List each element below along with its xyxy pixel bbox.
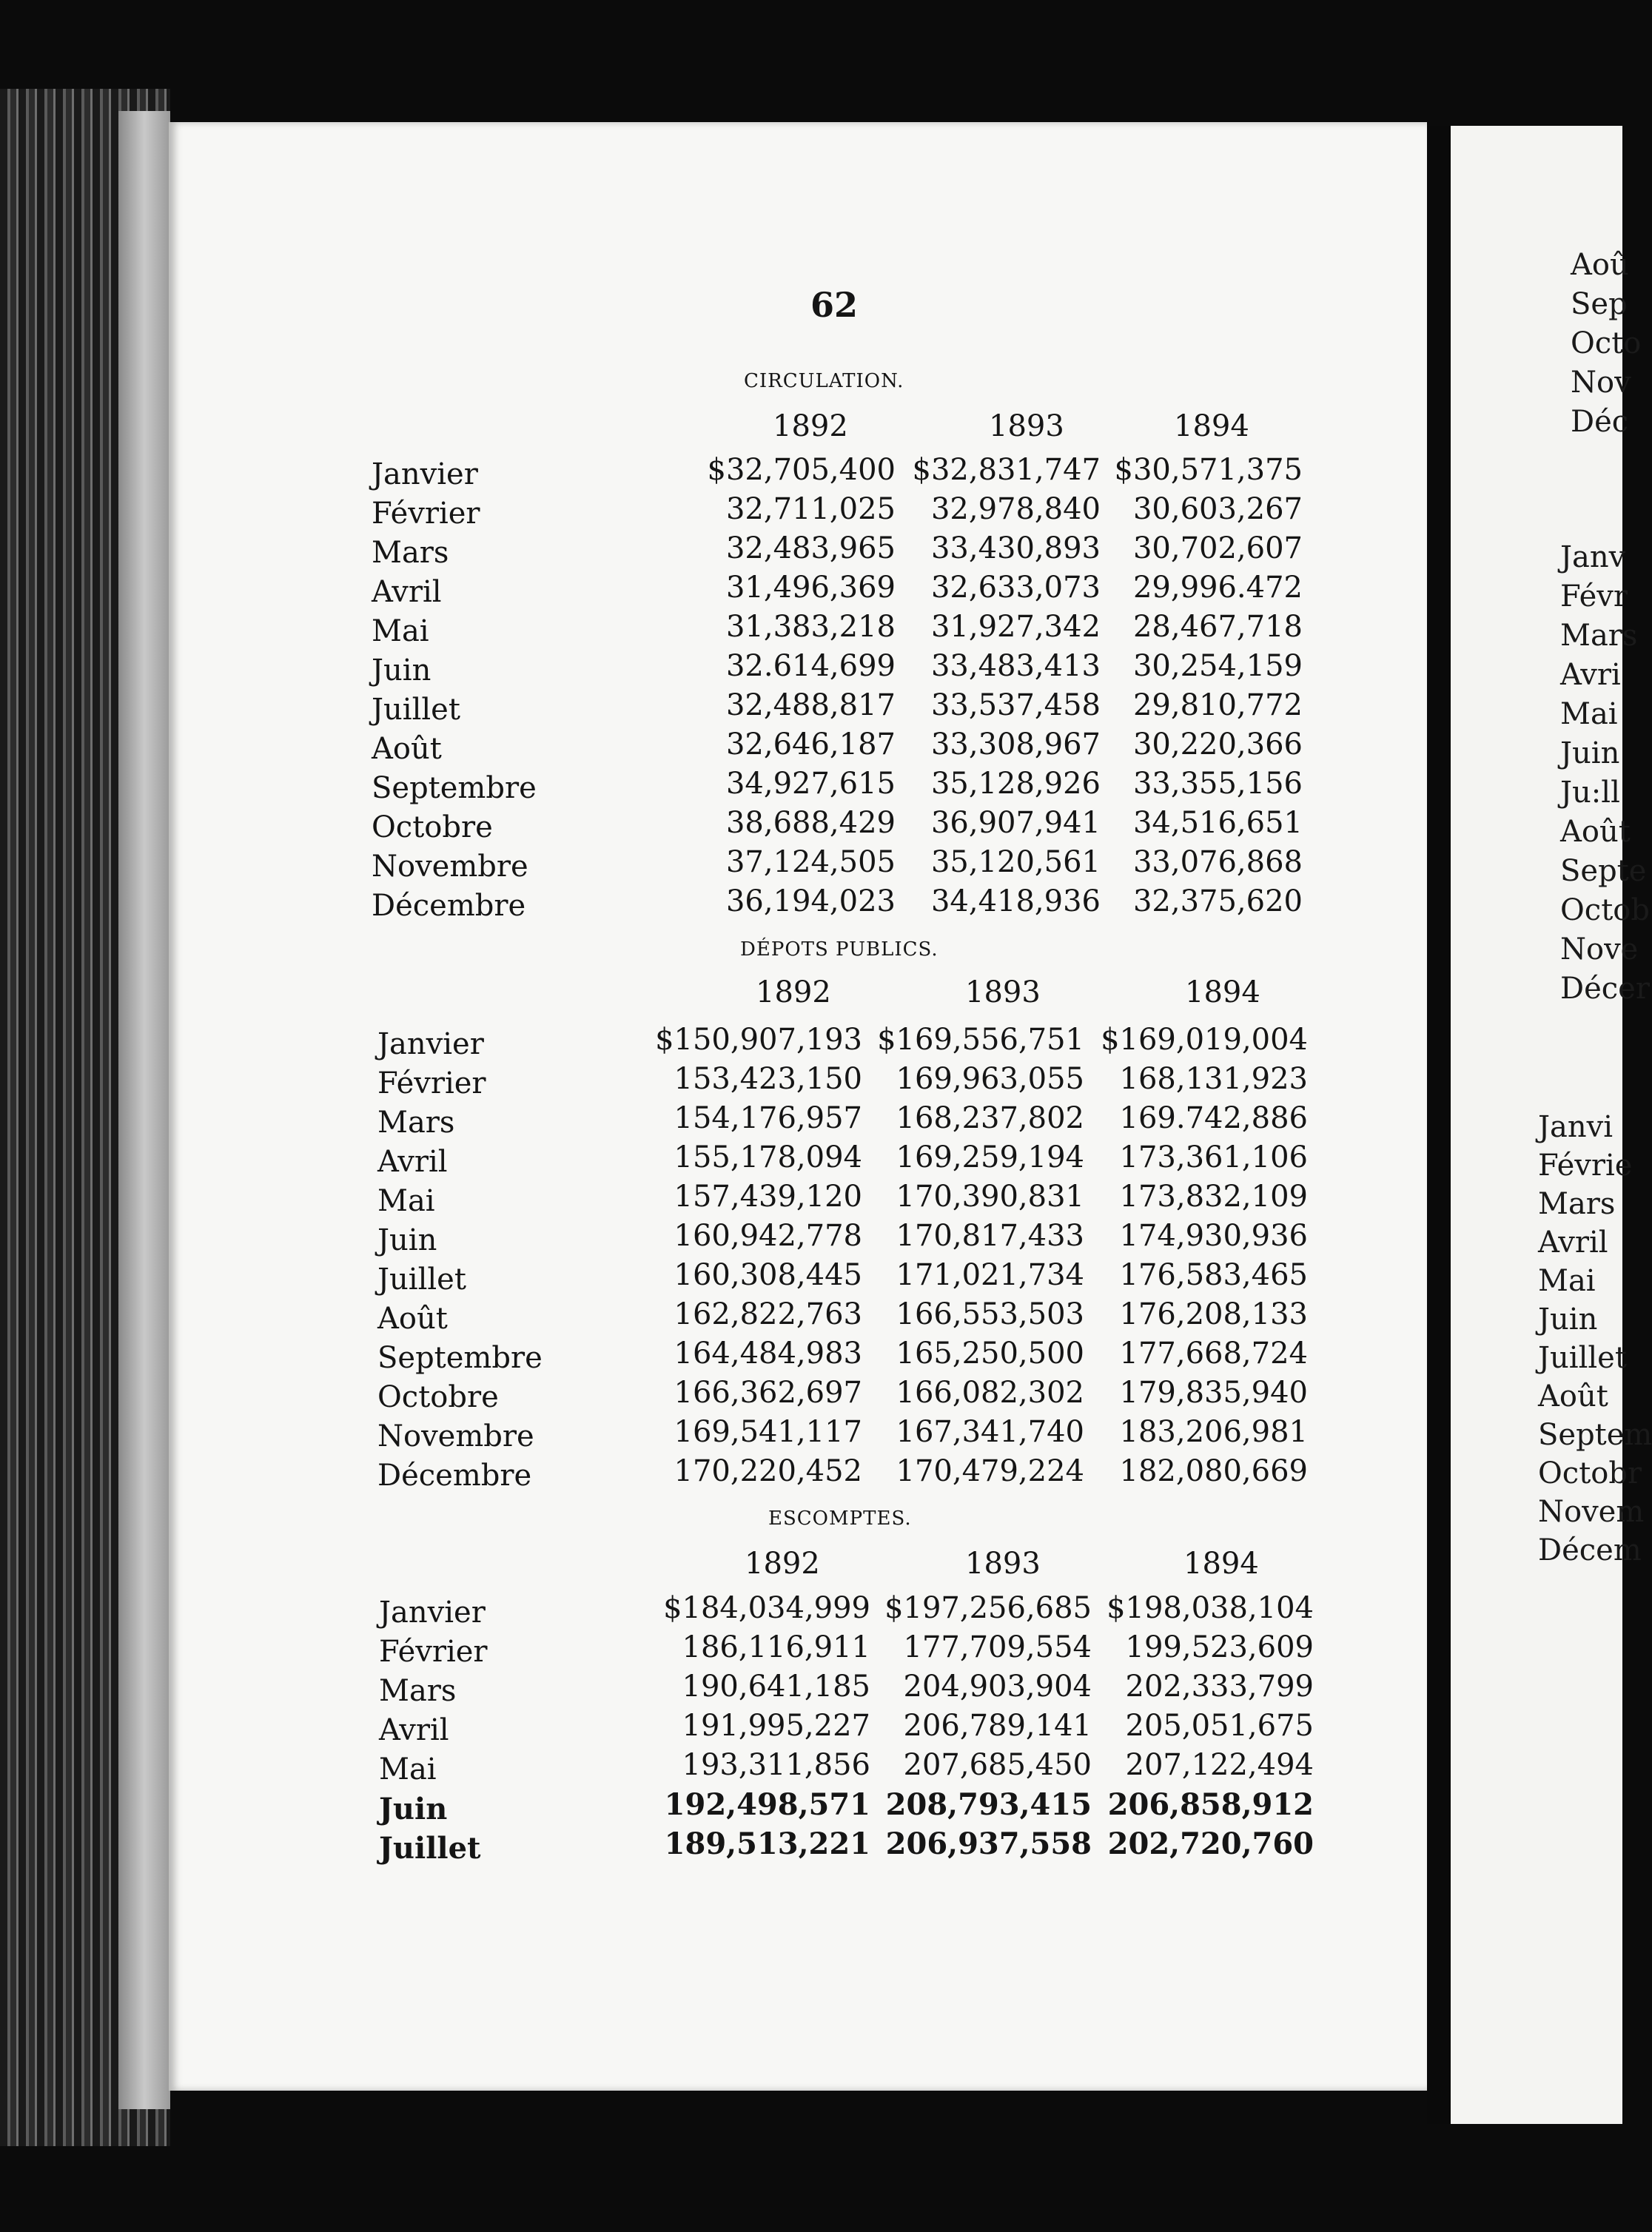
table-cell: 177,709,554 — [903, 1630, 1092, 1664]
facing-page-word: Déc — [1571, 405, 1629, 439]
table-cell: 183,206,981 — [1119, 1415, 1308, 1449]
table-cell: 32,711,025 — [725, 492, 896, 526]
table-cell: 176,208,133 — [1119, 1297, 1308, 1331]
page-block-highlight — [118, 111, 170, 2109]
table-cell: 32,483,965 — [725, 531, 896, 565]
table-cell: 169.742,886 — [1119, 1101, 1308, 1135]
facing-page-word: Aoû — [1571, 248, 1629, 282]
month-label: Mai — [372, 614, 429, 648]
table-cell: 193,311,856 — [682, 1748, 870, 1782]
table-cell: 32,633,073 — [930, 571, 1101, 605]
facing-page-word: Nov — [1571, 366, 1631, 400]
month-label: Janvier — [377, 1027, 484, 1061]
table-cell: 33,076,868 — [1132, 845, 1303, 879]
month-label: Janvier — [379, 1596, 486, 1630]
table-cell: 177,668,724 — [1119, 1337, 1308, 1371]
table-cell: 160,308,445 — [674, 1258, 862, 1292]
facing-page-word: Mars — [1560, 619, 1638, 653]
table-cell: 35,128,926 — [930, 767, 1101, 801]
table-cell: 164,484,983 — [674, 1337, 862, 1371]
facing-page-word: Ju:ll — [1560, 776, 1620, 810]
year-header: 1894 — [1174, 409, 1249, 443]
table-cell: 205,051,675 — [1125, 1709, 1314, 1743]
table-cell: 173,832,109 — [1119, 1180, 1308, 1214]
month-label: Novembre — [372, 850, 528, 884]
table-cell: 30,254,159 — [1132, 649, 1303, 683]
table-cell: 37,124,505 — [725, 845, 896, 879]
table-cell: 206,858,912 — [1107, 1787, 1314, 1822]
table-cell: 157,439,120 — [674, 1180, 862, 1214]
month-label: Mars — [379, 1674, 457, 1708]
table-cell: 199,523,609 — [1125, 1630, 1314, 1664]
table-cell: 31,496,369 — [725, 571, 896, 605]
table-cell: 186,116,911 — [682, 1630, 870, 1664]
table-cell: 34,927,615 — [725, 767, 896, 801]
month-label: Août — [372, 732, 442, 766]
year-header: 1893 — [989, 409, 1064, 443]
facing-page-word: Mai — [1538, 1264, 1596, 1298]
facing-page-word: Septe — [1560, 854, 1647, 888]
table-cell: 189,513,221 — [664, 1826, 870, 1861]
table-cell: 29,810,772 — [1132, 688, 1303, 722]
table-cell: 32.614,699 — [725, 649, 896, 683]
table-cell: 170,817,433 — [896, 1219, 1084, 1253]
year-header: 1893 — [965, 975, 1041, 1009]
month-label: Mai — [379, 1752, 437, 1786]
year-header: 1894 — [1185, 975, 1260, 1009]
facing-page-word: Juin — [1538, 1302, 1598, 1337]
month-label: Mars — [372, 536, 449, 570]
table-cell: 202,333,799 — [1125, 1670, 1314, 1704]
table-cell: 192,498,571 — [664, 1787, 870, 1822]
table-cell: 30,702,607 — [1132, 531, 1303, 565]
table-cell: 208,793,415 — [885, 1787, 1092, 1822]
month-label: Juillet — [377, 1263, 466, 1297]
table-cell: $197,256,685 — [884, 1591, 1092, 1625]
table-cell: 33,308,967 — [930, 727, 1101, 762]
month-label: Juillet — [379, 1831, 481, 1866]
table-cell: 29,996.472 — [1132, 571, 1303, 605]
facing-page-word: Janvi — [1538, 1110, 1614, 1144]
facing-page-word: Juin — [1560, 736, 1620, 770]
table-cell: 176,583,465 — [1119, 1258, 1308, 1292]
table-cell: 169,541,117 — [674, 1415, 862, 1449]
facing-page-word: Juillet — [1538, 1341, 1627, 1375]
table-cell: 206,789,141 — [903, 1709, 1092, 1743]
facing-page-word: Septem — [1538, 1418, 1652, 1452]
month-label: Avril — [379, 1713, 449, 1747]
table-cell: $169,556,751 — [877, 1023, 1084, 1057]
facing-page-word: Avri — [1560, 658, 1621, 692]
table-cell: 168,131,923 — [1119, 1062, 1308, 1096]
table-cell: 207,122,494 — [1125, 1748, 1314, 1782]
table-cell: 190,641,185 — [682, 1670, 870, 1704]
facing-page-word: Décer — [1560, 972, 1650, 1006]
month-label: Juin — [379, 1792, 448, 1826]
table-cell: 160,942,778 — [674, 1219, 862, 1253]
table-cell: 171,021,734 — [896, 1258, 1084, 1292]
month-label: Septembre — [372, 771, 537, 805]
month-label: Juin — [372, 653, 432, 688]
table-cell: 38,688,429 — [725, 806, 896, 840]
month-label: Juillet — [372, 693, 460, 727]
table-cell: 33,355,156 — [1132, 767, 1303, 801]
month-label: Avril — [377, 1145, 448, 1179]
table-cell: 32,375,620 — [1132, 884, 1303, 918]
month-label: Décembre — [372, 889, 526, 923]
facing-page-word: Août — [1538, 1379, 1608, 1414]
table-cell: $184,034,999 — [663, 1591, 870, 1625]
section-title: ESCOMPTES. — [768, 1507, 912, 1530]
table-cell: 32,646,187 — [725, 727, 896, 762]
table-cell: 154,176,957 — [674, 1101, 862, 1135]
facing-page-word: Décem — [1538, 1533, 1642, 1567]
table-cell: 162,822,763 — [674, 1297, 862, 1331]
table-cell: 36,194,023 — [725, 884, 896, 918]
facing-page-word: Mars — [1538, 1187, 1616, 1221]
year-header: 1892 — [756, 975, 831, 1009]
month-label: Décembre — [377, 1459, 532, 1493]
table-cell: 33,430,893 — [930, 531, 1101, 565]
year-header: 1894 — [1183, 1547, 1259, 1581]
month-label: Octobre — [377, 1380, 499, 1414]
facing-page-word: Févrie — [1538, 1149, 1633, 1183]
facing-page-word: Octo — [1571, 326, 1642, 360]
month-label: Novembre — [377, 1419, 534, 1453]
table-cell: 191,995,227 — [682, 1709, 870, 1743]
table-cell: 170,390,831 — [896, 1180, 1084, 1214]
table-cell: 36,907,941 — [930, 806, 1101, 840]
table-cell: $32,705,400 — [707, 453, 896, 487]
facing-page — [1451, 126, 1652, 2124]
month-label: Juin — [377, 1223, 437, 1257]
table-cell: 170,479,224 — [896, 1454, 1084, 1488]
facing-page-word: Mai — [1560, 697, 1618, 731]
table-cell: 155,178,094 — [674, 1140, 862, 1174]
table-cell: 168,237,802 — [896, 1101, 1084, 1135]
table-cell: $32,831,747 — [912, 453, 1101, 487]
table-cell: 204,903,904 — [903, 1670, 1092, 1704]
table-cell: 166,082,302 — [896, 1376, 1084, 1410]
table-cell: 167,341,740 — [896, 1415, 1084, 1449]
table-cell: 166,362,697 — [674, 1376, 862, 1410]
table-cell: 33,537,458 — [930, 688, 1101, 722]
facing-page-word: Févr — [1560, 579, 1628, 614]
facing-page-word: Octob — [1560, 893, 1650, 927]
facing-page-word: Nove — [1560, 932, 1639, 967]
table-cell: 28,467,718 — [1132, 610, 1303, 644]
table-cell: 30,220,366 — [1132, 727, 1303, 762]
facing-page-word: Avril — [1538, 1226, 1608, 1260]
table-cell: 32,488,817 — [725, 688, 896, 722]
table-cell: 169,963,055 — [896, 1062, 1084, 1096]
table-cell: $198,038,104 — [1107, 1591, 1314, 1625]
table-cell: 166,553,503 — [896, 1297, 1084, 1331]
year-header: 1892 — [773, 409, 848, 443]
table-cell: 169,259,194 — [896, 1140, 1084, 1174]
month-label: Février — [379, 1635, 488, 1669]
year-header: 1892 — [745, 1547, 820, 1581]
table-cell: 170,220,452 — [674, 1454, 862, 1488]
section-title: CIRCULATION. — [744, 370, 904, 392]
table-cell: 34,516,651 — [1132, 806, 1303, 840]
table-cell: 182,080,669 — [1119, 1454, 1308, 1488]
table-cell: 32,978,840 — [930, 492, 1101, 526]
month-label: Octobre — [372, 810, 493, 844]
facing-page-word: Août — [1560, 815, 1631, 849]
page-number: 62 — [810, 285, 859, 325]
facing-page-word: Novem — [1538, 1495, 1645, 1529]
month-label: Mars — [377, 1106, 455, 1140]
table-cell: 207,685,450 — [903, 1748, 1092, 1782]
month-label: Avril — [372, 575, 442, 609]
table-cell: 202,720,760 — [1107, 1826, 1314, 1861]
month-label: Janvier — [372, 457, 478, 491]
facing-page-word: Octobr — [1538, 1456, 1642, 1490]
table-cell: 173,361,106 — [1119, 1140, 1308, 1174]
month-label: Février — [372, 497, 480, 531]
table-cell: 31,383,218 — [725, 610, 896, 644]
table-cell: 179,835,940 — [1119, 1376, 1308, 1410]
table-cell: $169,019,004 — [1101, 1023, 1308, 1057]
table-cell: 153,423,150 — [674, 1062, 862, 1096]
year-header: 1893 — [965, 1547, 1041, 1581]
table-cell: 31,927,342 — [930, 610, 1101, 644]
facing-page-word: Janv — [1560, 540, 1626, 574]
table-cell: 30,603,267 — [1132, 492, 1303, 526]
section-title: DÉPOTS PUBLICS. — [740, 938, 939, 961]
month-label: Mai — [377, 1184, 435, 1218]
table-cell: 206,937,558 — [885, 1826, 1092, 1861]
table-cell: 165,250,500 — [896, 1337, 1084, 1371]
table-cell: 35,120,561 — [930, 845, 1101, 879]
month-label: Août — [377, 1302, 448, 1336]
table-cell: $150,907,193 — [655, 1023, 862, 1057]
table-cell: 34,418,936 — [930, 884, 1101, 918]
table-cell: $30,571,375 — [1114, 453, 1303, 487]
month-label: Février — [377, 1066, 486, 1100]
month-label: Septembre — [377, 1341, 543, 1375]
table-cell: 174,930,936 — [1119, 1219, 1308, 1253]
table-cell: 33,483,413 — [930, 649, 1101, 683]
facing-page-word: Sep — [1571, 287, 1628, 321]
